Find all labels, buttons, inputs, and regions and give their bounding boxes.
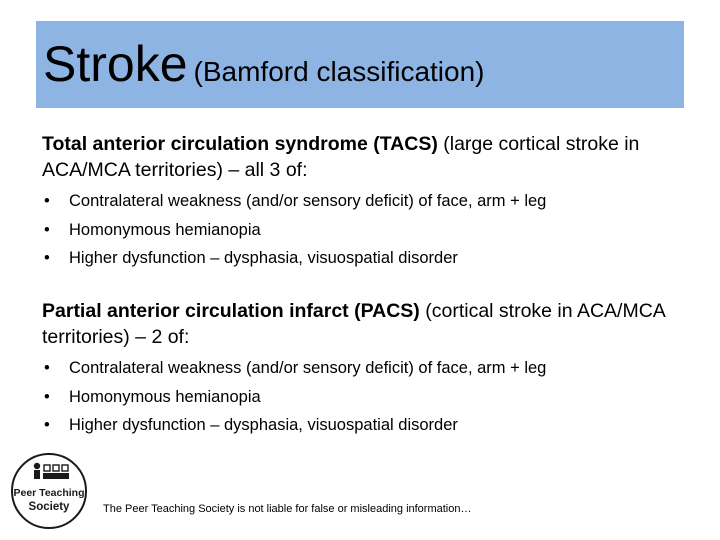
list-item-text: Contralateral weakness (and/or sensory deficit) of face, arm + leg <box>69 192 547 210</box>
bullet-icon: • <box>44 220 50 239</box>
logo-text-line2: Society <box>28 501 70 513</box>
list-item-text: Homonymous hemianopia <box>69 220 261 239</box>
title-bar <box>36 21 684 108</box>
bullet-icon: • <box>44 359 50 377</box>
list-item <box>42 216 682 245</box>
title-subtitle: (Bamford classification) <box>193 56 485 87</box>
bullet-icon: • <box>44 387 50 406</box>
bullet-list <box>42 354 682 440</box>
slide-title <box>43 37 485 99</box>
list-item-text: Higher dysfunction – dysphasia, visuospatial disorder <box>69 416 458 434</box>
heading-rest: (large cortical stroke in ACA/MCA territories) – all 3 of: <box>42 133 640 181</box>
section-heading <box>42 298 682 350</box>
bullet-icon: • <box>44 416 50 434</box>
title-main-text: Stroke <box>43 36 188 92</box>
section-heading <box>42 131 682 183</box>
list-item <box>42 244 682 273</box>
list-item <box>42 411 682 440</box>
bullet-icon: • <box>44 192 50 210</box>
heading-bold: Total anterior circulation syndrome (TACS) <box>42 133 438 155</box>
list-item <box>42 187 682 216</box>
section-tacs <box>42 131 682 273</box>
list-item <box>42 383 682 412</box>
list-item-text: Homonymous hemianopia <box>69 387 261 406</box>
bullet-list <box>42 187 682 273</box>
bullet-icon: • <box>44 249 50 267</box>
list-item <box>42 354 682 383</box>
peer-teaching-society-logo <box>10 452 88 530</box>
logo-text-line1: Peer Teaching <box>13 487 85 499</box>
list-item-text: Contralateral weakness (and/or sensory deficit) of face, arm + leg <box>69 359 547 377</box>
footer-disclaimer: The Peer Teaching Society is not liable for false or misleading information… <box>103 503 472 515</box>
section-pacs <box>42 298 682 440</box>
heading-rest: (cortical stroke in ACA/MCA territories) – 2 of: <box>42 300 665 348</box>
list-item-text: Higher dysfunction – dysphasia, visuospatial disorder <box>69 249 458 267</box>
heading-bold: Partial anterior circulation infarct (PACS) <box>42 300 420 322</box>
